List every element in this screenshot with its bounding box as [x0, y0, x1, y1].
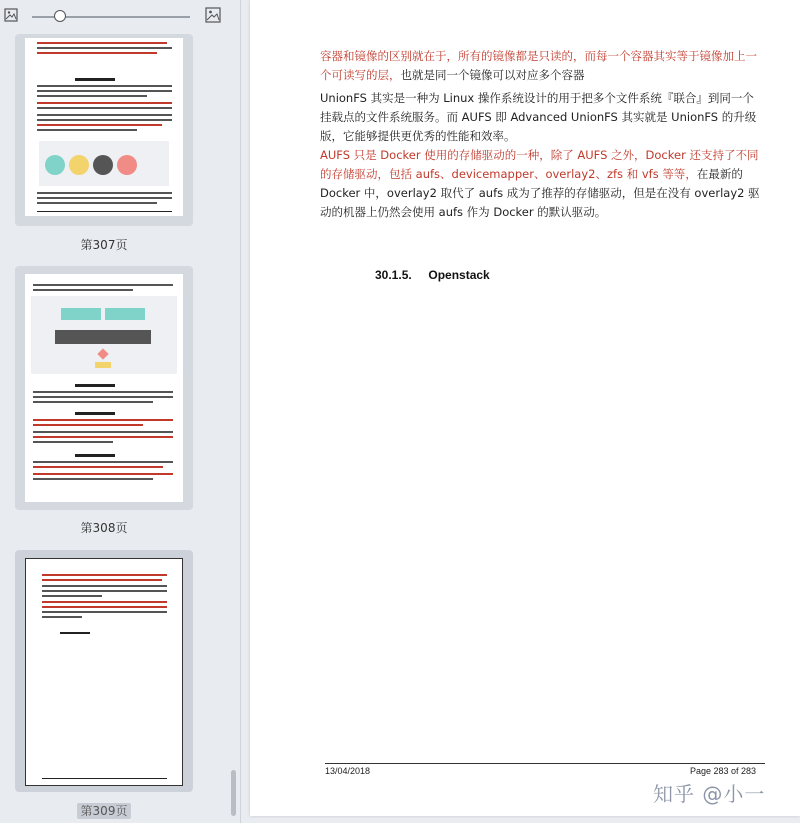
paragraph-aufs: AUFS 只是 Docker 使用的存储驱动的一种，除了 AUFS 之外，Docker 还支持了不同的存储驱动，包括 aufs、devicemapper、overlay2、zfs 和 vfs 等等，在最新的 Docker 中，overlay2 取代了 aufs 成为了推荐的存储驱动，但是在没有 overlay2 驱动的机器上仍然会使用 aufs 作为 Docker 的默认驱动。 — [320, 148, 760, 219]
thumbnail-toolbar — [0, 0, 240, 34]
thumbnail-page-308[interactable] — [15, 266, 193, 510]
sidebar-scrollbar[interactable] — [231, 770, 236, 816]
section-heading — [375, 268, 490, 282]
thumbnail-sidebar — [0, 0, 241, 823]
section-title: Openstack — [428, 268, 490, 282]
thumbnail-page-307-content — [25, 38, 183, 216]
paragraph-container-diff: 容器和镜像的区别就在于，所有的镜像都是只读的，而每一个容器其实等于镜像加上一个可读写的层，也就是同一个镜像可以对应多个容器 — [320, 49, 757, 82]
footer-page-number: Page 283 of 283 — [690, 766, 757, 776]
zoom-slider-knob[interactable] — [54, 10, 66, 22]
footer-date: 13/04/2018 — [325, 766, 371, 776]
thumbnail-label-309: 第309页 — [15, 802, 193, 819]
image-small-icon[interactable] — [4, 8, 18, 22]
thumbnail-label-307: 第307页 — [80, 238, 128, 252]
thumbnail-label-308: 第308页 — [80, 521, 128, 535]
paragraph-unionfs: UnionFS 其实是一种为 Linux 操作系统设计的用于把多个文件系统『联合』到同一个挂载点的文件系统服务。而 AUFS 即 Advanced UnionFS 其实就是 UnionFS 的升级版，它能够提供更优秀的性能和效率。 — [320, 91, 757, 143]
watermark: 知乎 @小一 — [653, 782, 766, 806]
thumbnail-page-308-content — [25, 274, 183, 502]
thumbnail-page-307[interactable] — [15, 34, 193, 226]
thumbnail-page-309[interactable] — [15, 550, 193, 792]
image-large-icon[interactable] — [205, 7, 221, 23]
section-number: 30.1.5. — [375, 268, 412, 282]
footer-rule — [325, 763, 765, 764]
thumbnail-page-309-content — [25, 558, 183, 786]
document-page — [250, 0, 800, 816]
document-viewer — [241, 0, 800, 823]
